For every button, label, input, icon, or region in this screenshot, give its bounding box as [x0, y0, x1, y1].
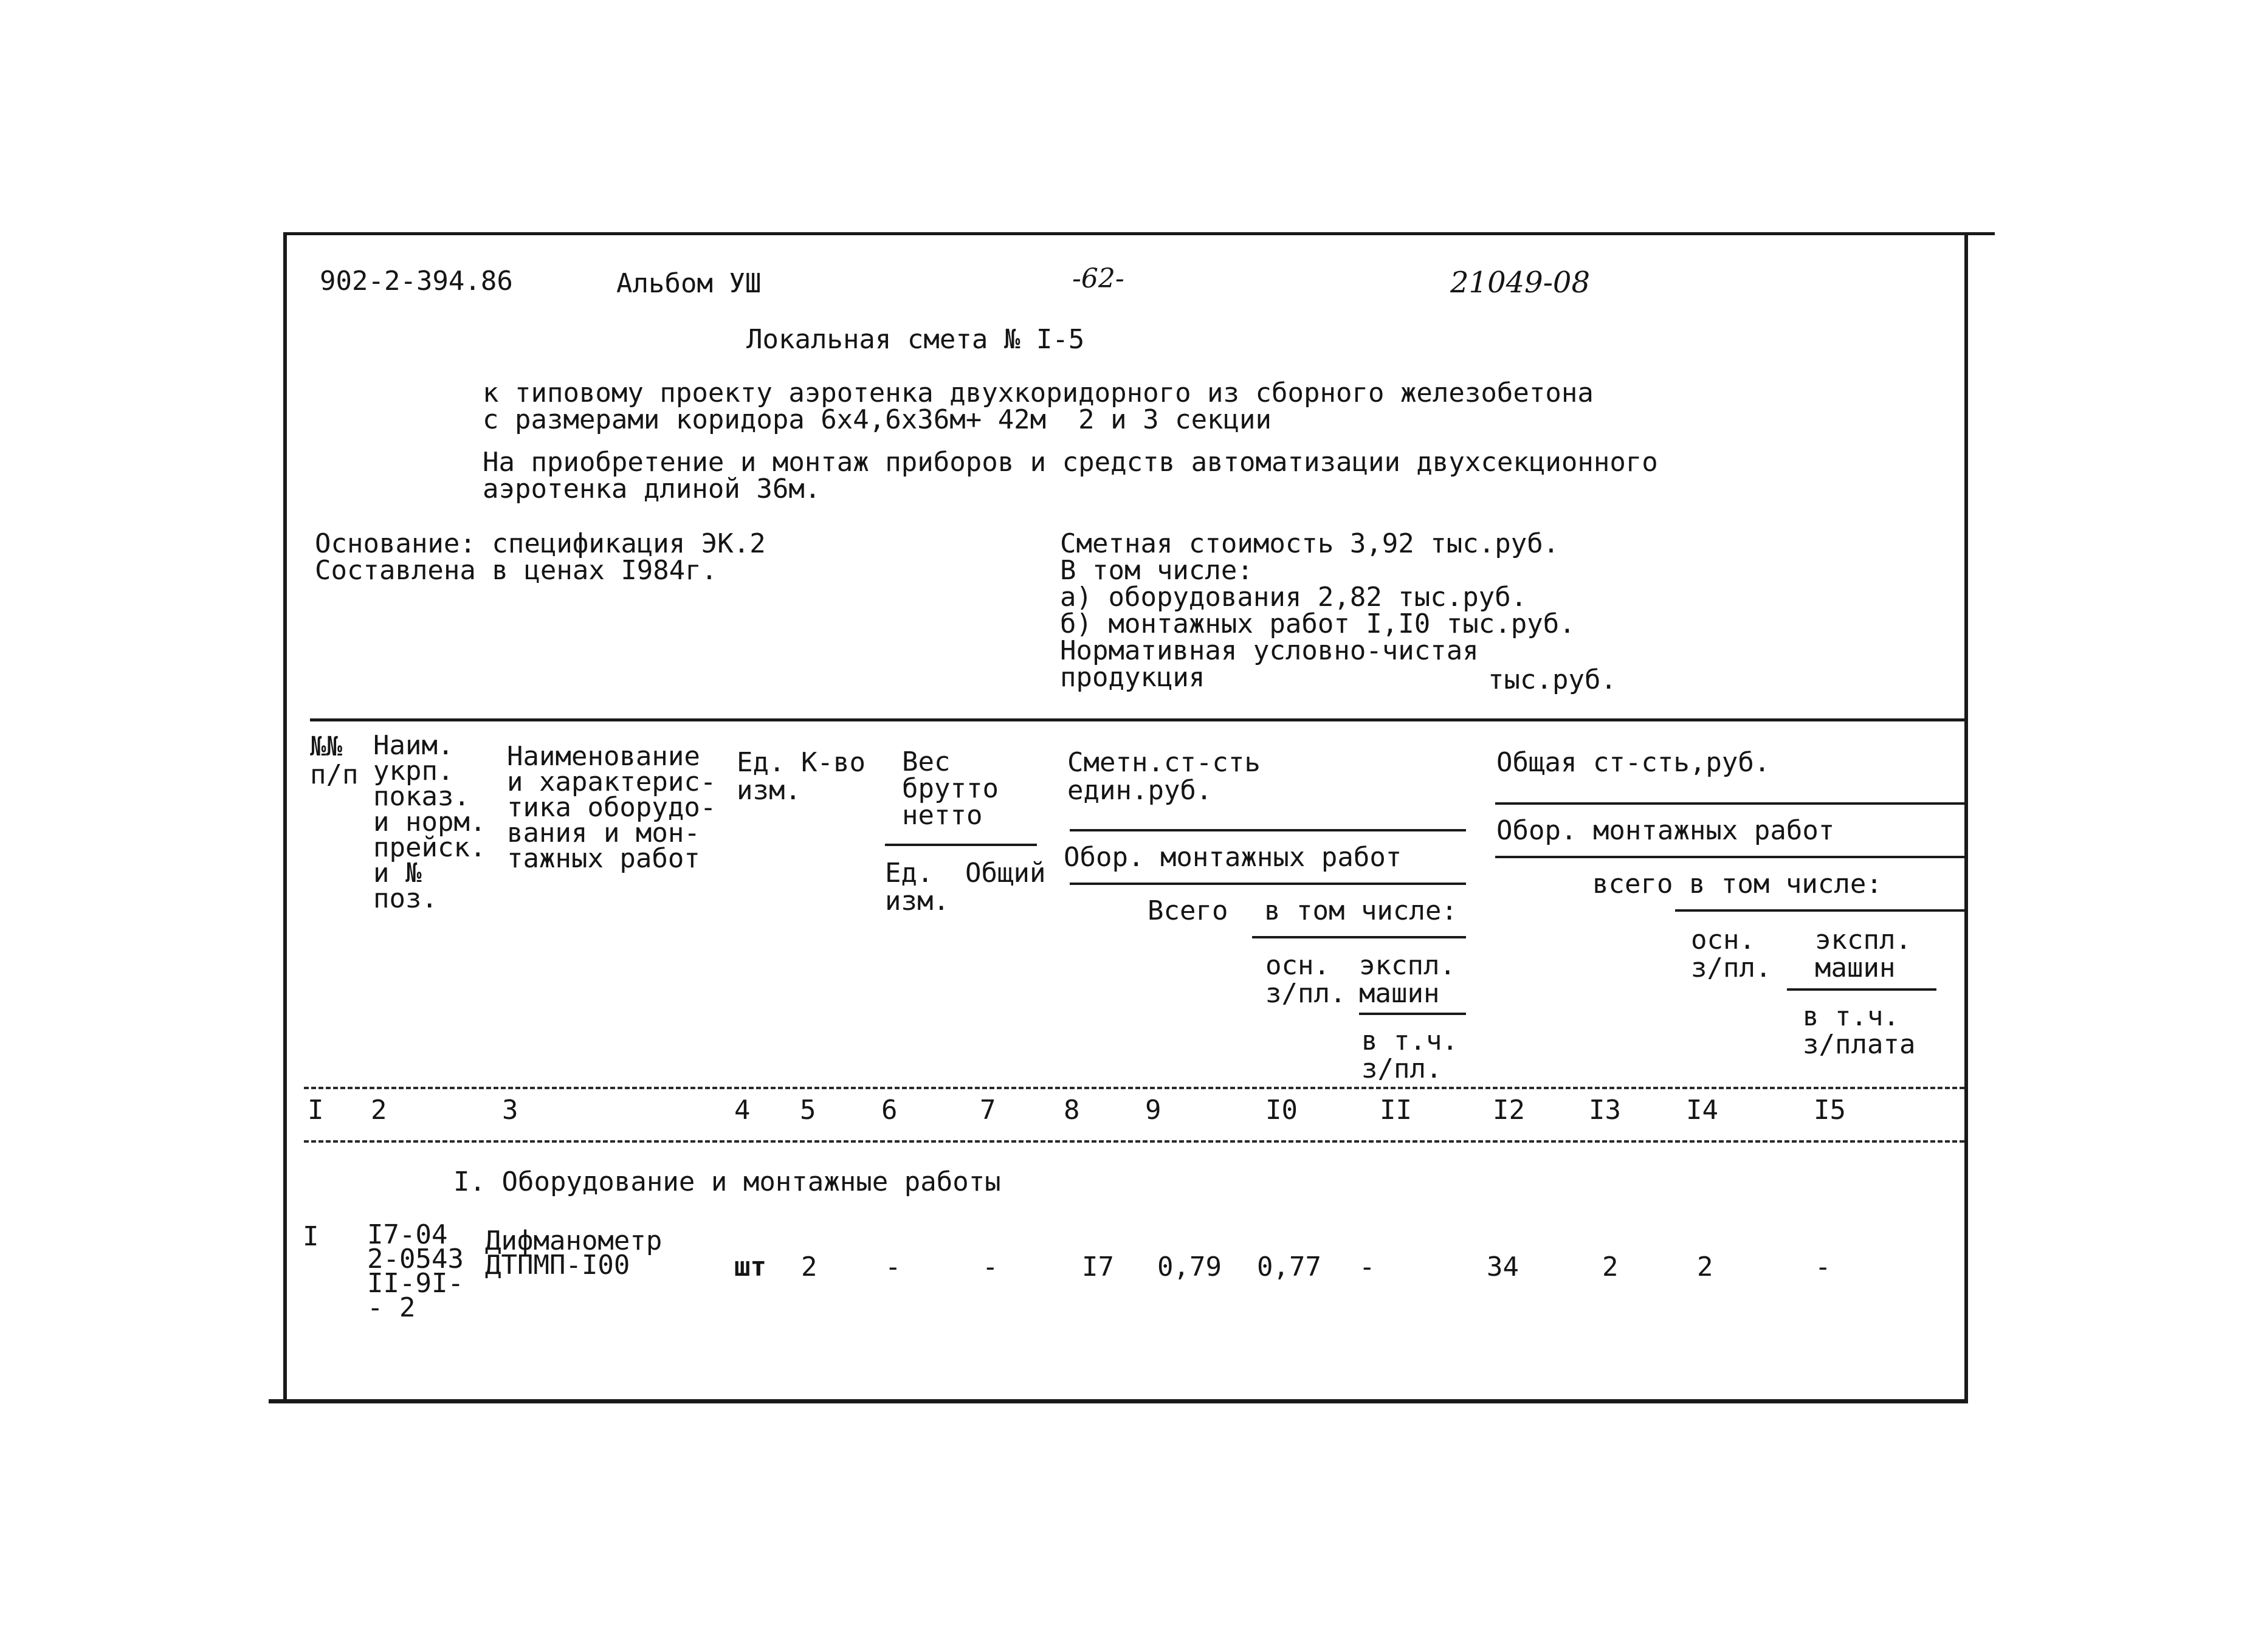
col-number-header: №№ п/п	[310, 731, 359, 790]
page-number: -62-	[1072, 263, 1124, 294]
column-number: II	[1380, 1095, 1412, 1126]
subtitle-line-1: к типовому проекту аэротенка двухкоридорного из сборного железобетона	[483, 377, 1594, 408]
prices-line: Составлена в ценах I984г.	[315, 555, 718, 586]
normative-label: Нормативная условно-чистая	[1060, 635, 1479, 666]
table-top-rule	[310, 718, 1964, 721]
cost-equipment: а) оборудования 2,82 тыс.руб.	[1060, 582, 1527, 613]
col-weight-total-header: Общий	[965, 858, 1046, 889]
unit-split-rule	[1070, 883, 1466, 885]
archive-code: 21049-08	[1450, 266, 1590, 300]
col-name-header: Наименование и характерис- тика оборудо- вания и мон- тажных работ	[507, 741, 717, 874]
album-label: Альбом УШ	[616, 268, 762, 299]
row-code: I7-04 2-0543 II-9I- - 2	[367, 1219, 464, 1323]
page-title: Локальная смета № I-5	[746, 324, 1085, 355]
row-unit-wage: 0,77	[1257, 1251, 1321, 1282]
column-number: 8	[1064, 1095, 1080, 1126]
header-bottom-rule	[304, 1087, 1964, 1089]
column-number: I0	[1265, 1095, 1298, 1126]
row-unit-total: 0,79	[1157, 1251, 1222, 1282]
estimated-cost: Сметная стоимость 3,92 тыс.руб.	[1060, 528, 1560, 559]
row-unit-equipment: I7	[1082, 1251, 1114, 1282]
row-total-total: 2	[1602, 1251, 1619, 1282]
total-incl-rule	[1675, 909, 1964, 912]
col-total-split-header: Обор. монтажных работ	[1496, 815, 1835, 846]
column-number: I4	[1686, 1095, 1718, 1126]
purpose-line-1: На приобретение и монтаж приборов и средств автоматизации двухсекционного	[483, 447, 1658, 478]
weight-rule	[885, 844, 1037, 846]
col-unit-split-header: Обор. монтажных работ	[1064, 842, 1402, 873]
col-total-mach-wage-header: в т.ч. з/плата	[1803, 1001, 1916, 1060]
cost-installation: б) монтажных работ I,I0 тыс.руб.	[1060, 608, 1575, 639]
row-total-equipment: 34	[1487, 1251, 1519, 1282]
total-split-rule	[1495, 856, 1964, 858]
total-cost-rule	[1495, 802, 1964, 805]
row-unit-machines: -	[1359, 1251, 1375, 1282]
basis-line: Основание: спецификация ЭК.2	[315, 528, 766, 559]
col-code-header: Наим. укрп. показ. и норм. прейск. и № поз.	[373, 730, 486, 914]
frame-bottom	[269, 1399, 1968, 1403]
frame-top	[283, 232, 1995, 235]
row-weight-unit: -	[885, 1251, 901, 1282]
col-unit-incl-header: в том числе:	[1264, 895, 1457, 926]
column-number: 4	[734, 1095, 751, 1126]
column-number: I	[308, 1095, 324, 1126]
row-total-machines: -	[1815, 1251, 1831, 1282]
product-unit: тыс.руб.	[1488, 664, 1617, 695]
unit-mach-rule	[1359, 1013, 1466, 1015]
column-number: 9	[1145, 1095, 1161, 1126]
column-number: I3	[1589, 1095, 1621, 1126]
row-unit: шт	[734, 1251, 766, 1282]
row-total-wage: 2	[1697, 1251, 1713, 1282]
frame-right	[1964, 232, 1968, 1403]
column-number: 5	[800, 1095, 816, 1126]
column-number: 3	[502, 1095, 518, 1126]
row-number: I	[303, 1221, 319, 1252]
column-number: 6	[881, 1095, 898, 1126]
column-number: 7	[980, 1095, 996, 1126]
product-label: продукция	[1060, 662, 1205, 693]
col-unit-cost-header: Сметн.ст-сть един.руб.	[1067, 747, 1261, 806]
unit-incl-rule	[1252, 936, 1466, 938]
col-total-cost-header: Общая ст-сть,руб.	[1496, 747, 1771, 778]
col-weight-unit-header: Ед. изм.	[885, 858, 949, 917]
unit-cost-rule	[1070, 829, 1466, 831]
column-numbers-rule	[304, 1140, 1964, 1143]
col-unit-header: Ед. изм.	[737, 747, 801, 806]
col-weight-header: Вес брутто нетто	[902, 746, 999, 831]
col-unit-mach-header: экспл. машин	[1359, 950, 1456, 1009]
row-qty: 2	[801, 1251, 817, 1282]
column-number: I2	[1493, 1095, 1525, 1126]
section-title: I. Оборудование и монтажные работы	[453, 1166, 1001, 1197]
col-unit-wage-header: осн. з/пл.	[1265, 950, 1346, 1009]
col-total-mach-header: экспл. машин	[1815, 924, 1912, 983]
row-weight-total: -	[982, 1251, 999, 1282]
column-number: 2	[371, 1095, 387, 1126]
frame-left	[283, 232, 287, 1403]
subtitle-line-2: с размерами коридора 6х4,6х36м+ 42м 2 и 3 секции	[483, 404, 1272, 435]
row-name: Дифманометр ДТПМП-I00	[485, 1225, 662, 1281]
col-total-incl-header: всего в том числе:	[1592, 869, 1882, 900]
purpose-line-2: аэротенка длиной 36м.	[483, 473, 821, 504]
column-number: I5	[1814, 1095, 1846, 1126]
total-mach-rule	[1787, 988, 1936, 991]
col-unit-total-header: Всего	[1148, 895, 1228, 926]
col-total-wage-header: осн. з/пл.	[1691, 924, 1772, 983]
cost-including: В том числе:	[1060, 555, 1253, 586]
col-unit-mach-wage-header: в т.ч. з/пл.	[1361, 1025, 1458, 1084]
doc-number: 902-2-394.86	[320, 266, 513, 297]
col-qty-header: К-во	[801, 747, 866, 778]
